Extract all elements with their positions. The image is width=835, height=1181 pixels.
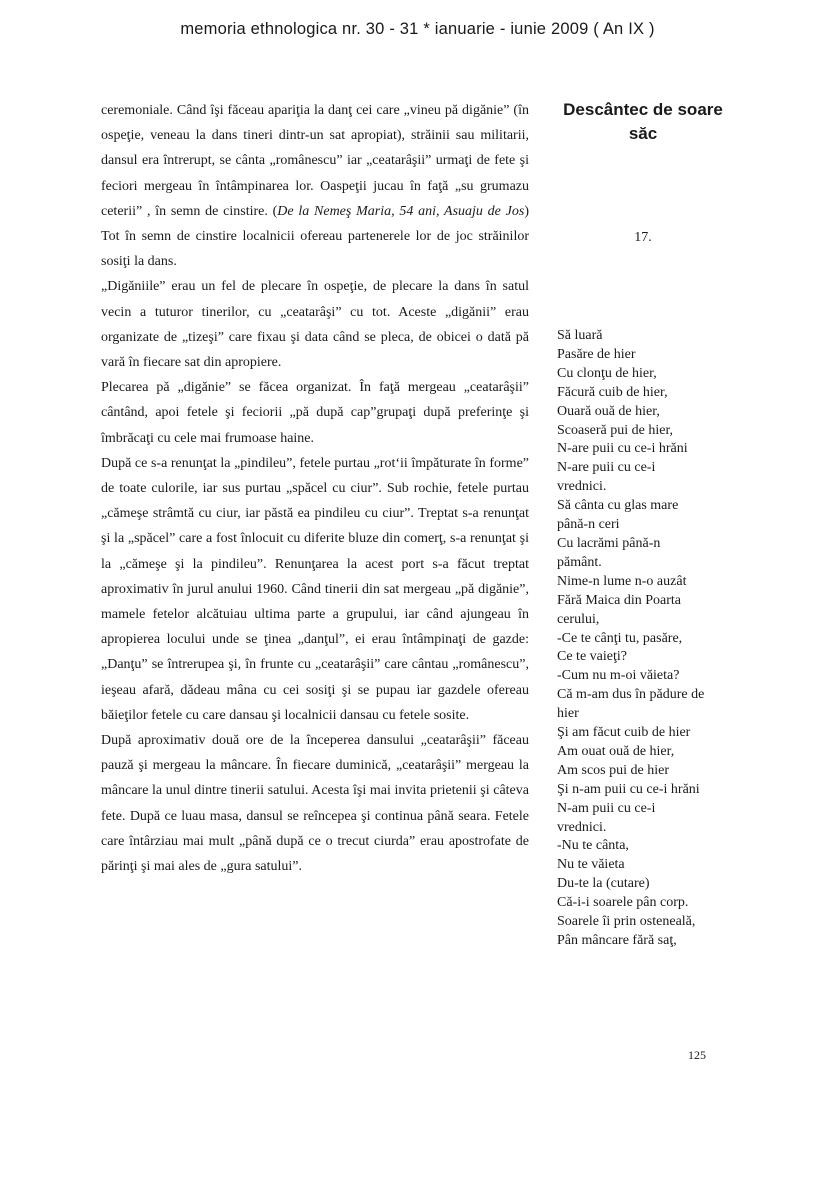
poem-line: Să cânta cu glas mare <box>557 498 679 514</box>
paragraph-pindileu: După ce s-a renunţat la „pindileu”, fetele purtau „rot‘ii împăturate în forme” de toate culorile, iar sus purtau „spăcel cu ciur”. Sub rochie, fetele purtau „cămeşe strâmtă cu ciur, iar păstă ea pindileu cu ciur”. Treptat s-a renunţat şi la „spăcel” care a fost înlocuit cu diferite bluze din comerţ, s-a renunţat şi la „cămeşe şi la pindileu”. Renunţarea la acest port s-a făcut treptat aproximativ în jurul anului 1960. Când tinerii din sat mergeau „pă digănie”, mamele fetelor alcătuiau ultima parte a grupului, iar când ajungeau în apropierea locului unde se ţinea „danţul”, ei erau întâmpinaţi de gazde: „Danţu” se întrerupea şi, în frunte cu „ceatarâşii” care cântau „românescu”, ieşeau afară, dădeau mâna cu cei sosiţi şi se pupau iar gazdele ofereau băieţilor fetele cu care dansau şi localnicii dansau cu fetele sosite. <box>101 455 529 723</box>
paragraph-text: ceremoniale. Când îşi făceau apariţia la danţ cei care „vineu pă digănie” (în ospeţie, veneau la dans tineri dintr-un sat apropiat), străinii sau militarii, dansul era întrerupt, se cânta „românescu” iar „ceatarâşii” urmaţi de fete şi feciori mergeau în întâmpinarea lor. Oaspeţii jucau în faţă „su grumazu ceterii” , în semn de cinstire. ( <box>101 103 529 219</box>
poem-line: Pân mâncare fără saţ, <box>557 933 677 948</box>
poem-line: cerului, <box>557 611 600 627</box>
poem-line: vrednici. <box>557 819 607 835</box>
body-text-column <box>101 98 529 879</box>
poem-line: Du-te la (cutare) <box>557 876 650 892</box>
poem-line: Făcură cuib de hier, <box>557 384 668 400</box>
poem-line: N-are puii cu ce-i hrăni <box>557 441 688 457</box>
poem-line: N-are puii cu ce-i <box>557 460 656 476</box>
poem-line: Soarele îi prin osteneală, <box>557 914 696 930</box>
poem-line: Ouară ouă de hier, <box>557 403 660 419</box>
paragraph-text: ) Tot în semn de cinstire localnicii ofereau partenerele lor de joc străinilor sosiţi la dans. <box>101 203 529 270</box>
poem-line: Că-i-i soarele pân corp. <box>557 895 689 911</box>
poem-number: 17. <box>634 230 652 245</box>
poem-title-line: săc <box>628 124 658 143</box>
poem-title <box>548 98 738 146</box>
paragraph-diganiile: „Digăniile” erau un fel de plecare în ospeţie, de plecare la dans în satul vecin a tuturor tinerilor, cu „ceatarâşi” cu tot. Aceste „digănii” erau organizate de „tizeşi” care fixau şi data când se pleca, de obicei o dată pă vară în fiecare sat din apropiere. <box>101 279 529 371</box>
poem-line: Să luară <box>557 328 603 343</box>
poem-line: Ce te vaieţi? <box>557 649 627 665</box>
poem-line: -Nu te cânta, <box>557 838 629 854</box>
poem-line: Am ouat ouă de hier, <box>557 743 675 759</box>
poem-title-line: Descântec de soare <box>563 100 723 119</box>
poem-line: -Cum nu m-oi văieta? <box>557 668 680 684</box>
poem-line: Cu clonţu de hier, <box>557 365 657 381</box>
poem-text <box>557 327 747 951</box>
poem-line: Am scos pui de hier <box>557 762 669 778</box>
poem-line: vrednici. <box>557 479 607 495</box>
paragraph-ceremoniale <box>101 98 529 274</box>
poem-line: Fără Maica din Poarta <box>557 592 682 608</box>
page-number: 125 <box>688 1048 706 1062</box>
poem-line: Şi n-am puii cu ce-i hrăni <box>557 781 700 797</box>
poem-line: Pasăre de hier <box>557 346 636 362</box>
poem-line: Nime-n lume n-o auzât <box>557 573 687 589</box>
poem-line: Scoaseră pui de hier, <box>557 422 674 438</box>
poem-line: Cu lacrămi până-n <box>557 535 661 551</box>
poem-line: hier <box>557 706 579 722</box>
poem-line: pământ. <box>557 554 602 570</box>
poem-line: Că m-am dus în pădure de <box>557 687 705 703</box>
journal-header: memoria ethnologica nr. 30 - 31 * ianuarie - iunie 2009 ( An IX ) <box>180 20 655 38</box>
poem-line: -Ce te cânţi tu, pasăre, <box>557 630 683 646</box>
poem-line: până-n ceri <box>557 517 620 533</box>
poem-line: N-am puii cu ce-i <box>557 800 656 816</box>
poem-line: Nu te văieta <box>557 857 625 873</box>
paragraph-pauza: După aproximativ două ore de la începerea dansului „ceatarâşii” făceau pauză şi mergeau la mâncare. În fiecare duminică, „ceatarâşii” mergeau la mâncare la unul dintre tinerii satului. Acesta îşi mai invita prietenii şi câteva fete. După ce luau masa, dansul se reîncepea şi continua până seara. Fetele care întârziau mai mult „până după ce o trecut ciurda” erau apostrofate de părinţi şi mai ales de „gura satului”. <box>101 733 529 875</box>
poem-line: Şi am făcut cuib de hier <box>557 725 691 741</box>
paragraph-plecarea: Plecarea pă „digănie” se făcea organizat. În faţă mergeau „ceatarâşii” cântând, apoi fetele şi feciorii „pă după cap”grupaţi după preferinţe şi îmbrăcaţi cu cele mai frumoase haine. <box>101 380 529 446</box>
source-citation: De la Nemeş Maria, 54 ani, Asuaju de Jos <box>277 203 525 219</box>
